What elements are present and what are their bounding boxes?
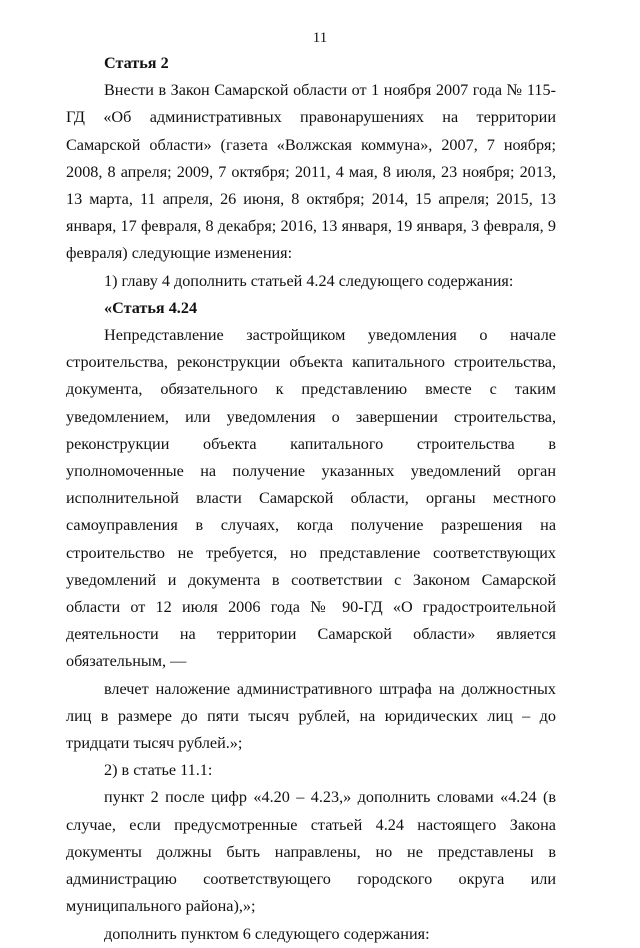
- intro-paragraph: Внести в Закон Самарской области от 1 ноября 2007 года № 115-ГД «Об административных правонарушениях на территории Самарской области» (газета «Волжская коммуна», 2007, 7 ноября; 2008, 8 апреля; 2009, 7 октября; 2011, 4 мая, 8 июля, 23 ноября; 2013, 13 марта, 11 апреля, 26 июня, 8 октября; 2014, 15 апреля; 2015, 13 января, 17 февраля, 8 декабря; 2016, 13 января, 19 января, 3 февраля, 9 февраля) следующие изменения:: [66, 81, 556, 263]
- document-body: [66, 50, 556, 948]
- amendment-item-1: 1) главу 4 дополнить статьей 4.24 следующего содержания:: [104, 271, 514, 290]
- amendment-point-2: пункт 2 после цифр «4.20 – 4.23,» дополнить словами «4.24 (в случае, если предусмотренные статьей 4.24 настоящего Закона документы должны быть направлены, но не представлены в администрацию соответствующего городского округа или муниципального района),»;: [66, 788, 556, 916]
- page-number: 11: [312, 30, 328, 46]
- new-article-heading: «Статья 4.24: [104, 298, 198, 317]
- amendment-item-2: 2) в статье 11.1:: [104, 761, 213, 780]
- new-article-body: Непредставление застройщиком уведомления о начале строительства, реконструкции объекта капитального строительства, документа, обязательного к представлению вместе с таким уведомлением, или уведомления о завершении строительства, реконструкции объекта капитального строительства в уполномоченные на получение указанных уведомлений орган исполнительной власти Самарской области, органы местного самоуправления в случаях, когда получение разрешения на строительство не требуется, но представление соответствующих уведомлений и документа в соответствии с Законом Самарской области от 12 июля 2006 года № 90-ГД «О градостроительной деятельности на территории Самарской области» является обязательным, —: [66, 326, 556, 671]
- article-heading: Статья 2: [104, 54, 169, 72]
- penalty-paragraph: влечет наложение административного штрафа на должностных лиц в размере до пяти тысяч рублей, на юридических лиц – до тридцати тысяч рублей.»;: [66, 679, 556, 753]
- amendment-point-6: дополнить пунктом 6 следующего содержания:: [104, 924, 430, 943]
